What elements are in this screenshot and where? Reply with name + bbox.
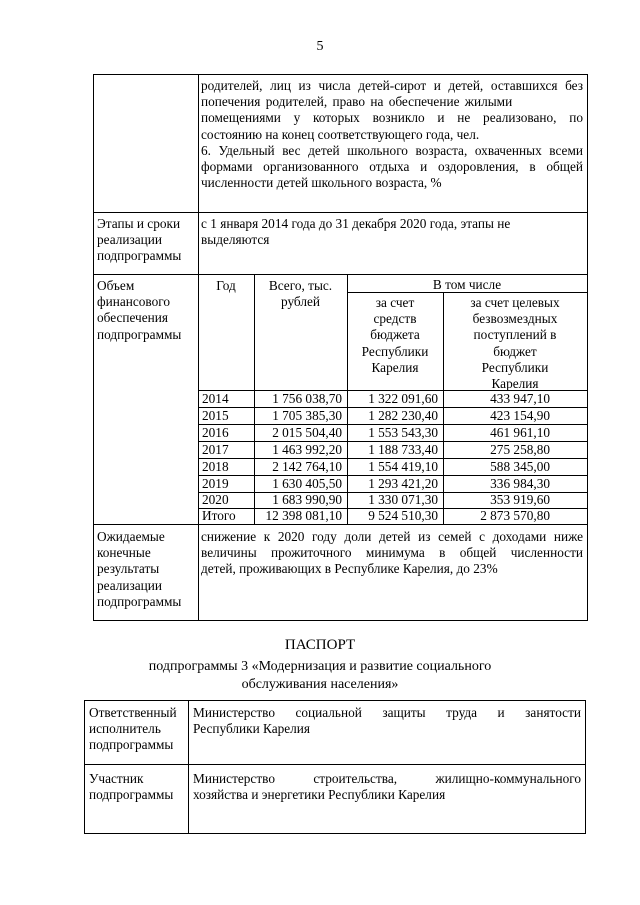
participant-label xyxy=(89,771,187,803)
results-value xyxy=(201,529,583,578)
text-line: Всего, тыс. xyxy=(268,278,333,293)
col-header-year: Год xyxy=(216,278,236,293)
col-header-budget xyxy=(347,295,443,376)
text-line: формами организованного отдыха и оздоровления, в общей xyxy=(201,159,583,175)
cell-targeted: 275 258,80 xyxy=(490,442,550,457)
text-line: Ожидаемые xyxy=(97,529,165,544)
text-line: за счет целевых xyxy=(470,295,560,310)
text-line: средств xyxy=(373,311,417,327)
text-line: Ответственный xyxy=(89,705,177,720)
text-line: реализации xyxy=(97,577,162,593)
text-line: подпрограммы xyxy=(97,326,182,342)
cell-year: 2018 xyxy=(202,459,229,474)
text-line: детей, проживающих в Республике Карелия, до 23% xyxy=(201,561,498,577)
cell-total: 1 705 385,30 xyxy=(272,408,342,423)
page-number: 5 xyxy=(316,39,324,54)
cell-budget: 1 322 091,60 xyxy=(368,391,438,406)
stages-label xyxy=(97,216,197,265)
col-header-total xyxy=(254,278,347,310)
text-line: подпрограммы 3 «Модернизация и развитие социального xyxy=(148,659,492,674)
col-header-including: В том числе xyxy=(432,277,502,292)
text-line: 6. Удельный вес детей школьного возраста, охваченных всеми xyxy=(201,142,583,158)
cell-total: 1 630 405,50 xyxy=(272,476,342,491)
text-line: конечные xyxy=(97,545,151,561)
cell-budget: 1 188 733,40 xyxy=(368,442,438,457)
finance-label xyxy=(97,278,197,343)
text-line: подпрограммы xyxy=(89,737,174,753)
text-line: за счет xyxy=(375,295,415,310)
text-line: бюджета xyxy=(370,327,420,343)
cell-targeted: 353 919,60 xyxy=(490,492,550,507)
cell-budget: 1 330 071,30 xyxy=(368,492,438,507)
text-line: помещениями у которых возникло и не реализовано, по xyxy=(201,110,583,126)
participant-value xyxy=(193,771,581,803)
text-line: Министерство социальной защиты труда и занятости xyxy=(193,705,581,720)
cell-budget: 1 553 543,30 xyxy=(368,425,438,440)
text-line: подпрограммы xyxy=(97,248,182,264)
text-line: численности детей школьного возраста, % xyxy=(201,175,442,191)
text-line: Республики xyxy=(481,359,549,375)
text-line: выделяются xyxy=(201,232,270,248)
cell-targeted: 461 961,10 xyxy=(490,425,550,440)
text-line: рублей xyxy=(280,294,321,310)
text-line: поступлений в xyxy=(473,327,557,343)
cell-total: 2 142 764,10 xyxy=(272,459,342,474)
cell-budget: 1 282 230,40 xyxy=(368,408,438,423)
cell-year: 2019 xyxy=(202,476,229,491)
text-line: Объем xyxy=(97,278,135,293)
cell-total: 1 756 038,70 xyxy=(272,391,342,406)
text-line: финансового xyxy=(97,294,171,310)
text-line: результаты xyxy=(97,561,160,577)
text-line: родителей, лиц из числа детей-сирот и детей, оставшихся без xyxy=(201,78,583,93)
text-line: подпрограммы xyxy=(89,787,174,803)
cell-targeted: 433 947,10 xyxy=(490,391,550,406)
cell-year: 2020 xyxy=(202,492,229,507)
cell-year: 2014 xyxy=(202,391,229,406)
stages-value xyxy=(201,216,583,248)
text-line: Участник xyxy=(89,771,144,786)
text-line: бюджет xyxy=(493,343,537,359)
text-line: подпрограммы xyxy=(97,593,182,609)
indicators-text xyxy=(201,78,583,192)
cell-total: 12 398 081,10 xyxy=(265,508,342,523)
passport-subtitle xyxy=(0,658,640,693)
text-line: Карелия xyxy=(371,359,419,375)
text-line: Республики Карелия xyxy=(193,721,311,737)
cell-targeted: 423 154,90 xyxy=(490,408,550,423)
cell-year: 2016 xyxy=(202,425,229,440)
text-line: снижение к 2020 году доли детей из семей с доходами ниже xyxy=(201,529,583,544)
text-line: Министерство строительства, жилищно-коммунального xyxy=(193,771,581,786)
responsible-label xyxy=(89,705,187,754)
text-line: Республики xyxy=(361,343,429,359)
cell-budget: 1 554 419,10 xyxy=(368,459,438,474)
text-line: величины прожиточного минимума в общей численности xyxy=(201,545,583,561)
text-line: обслуживания населения» xyxy=(241,676,399,692)
cell-year: 2015 xyxy=(202,408,229,423)
cell-total: 1 683 990,90 xyxy=(272,492,342,507)
text-line: состоянию на конец соответствующего года, чел. xyxy=(201,126,480,142)
cell-budget: 1 293 421,20 xyxy=(368,476,438,491)
col-header-targeted xyxy=(443,295,587,392)
text-line: Карелия xyxy=(491,376,539,392)
text-line: Этапы и сроки xyxy=(97,216,181,231)
text-line: обеспечения xyxy=(97,310,168,326)
cell-budget: 9 524 510,30 xyxy=(368,508,438,523)
text-line: попечения родителей, право на обеспечение жилыми xyxy=(201,94,513,110)
text-line: с 1 января 2014 года до 31 декабря 2020 года, этапы не xyxy=(201,216,511,231)
text-line: хозяйства и энергетики Республики Карелия xyxy=(193,787,446,803)
cell-total: 1 463 992,20 xyxy=(272,442,342,457)
cell-targeted: 588 345,00 xyxy=(490,459,550,474)
passport-title: ПАСПОРТ xyxy=(284,637,356,653)
cell-year: 2017 xyxy=(202,442,229,457)
cell-total: 2 015 504,40 xyxy=(272,425,342,440)
cell-targeted: 336 984,30 xyxy=(490,476,550,491)
text-line: реализации xyxy=(97,232,162,248)
text-line: безвозмездных xyxy=(472,311,558,327)
responsible-value xyxy=(193,705,581,737)
text-line: исполнитель xyxy=(89,721,161,737)
cell-year-total-label: Итого xyxy=(202,508,236,523)
results-label xyxy=(97,529,197,610)
cell-targeted: 2 873 570,80 xyxy=(480,508,550,523)
